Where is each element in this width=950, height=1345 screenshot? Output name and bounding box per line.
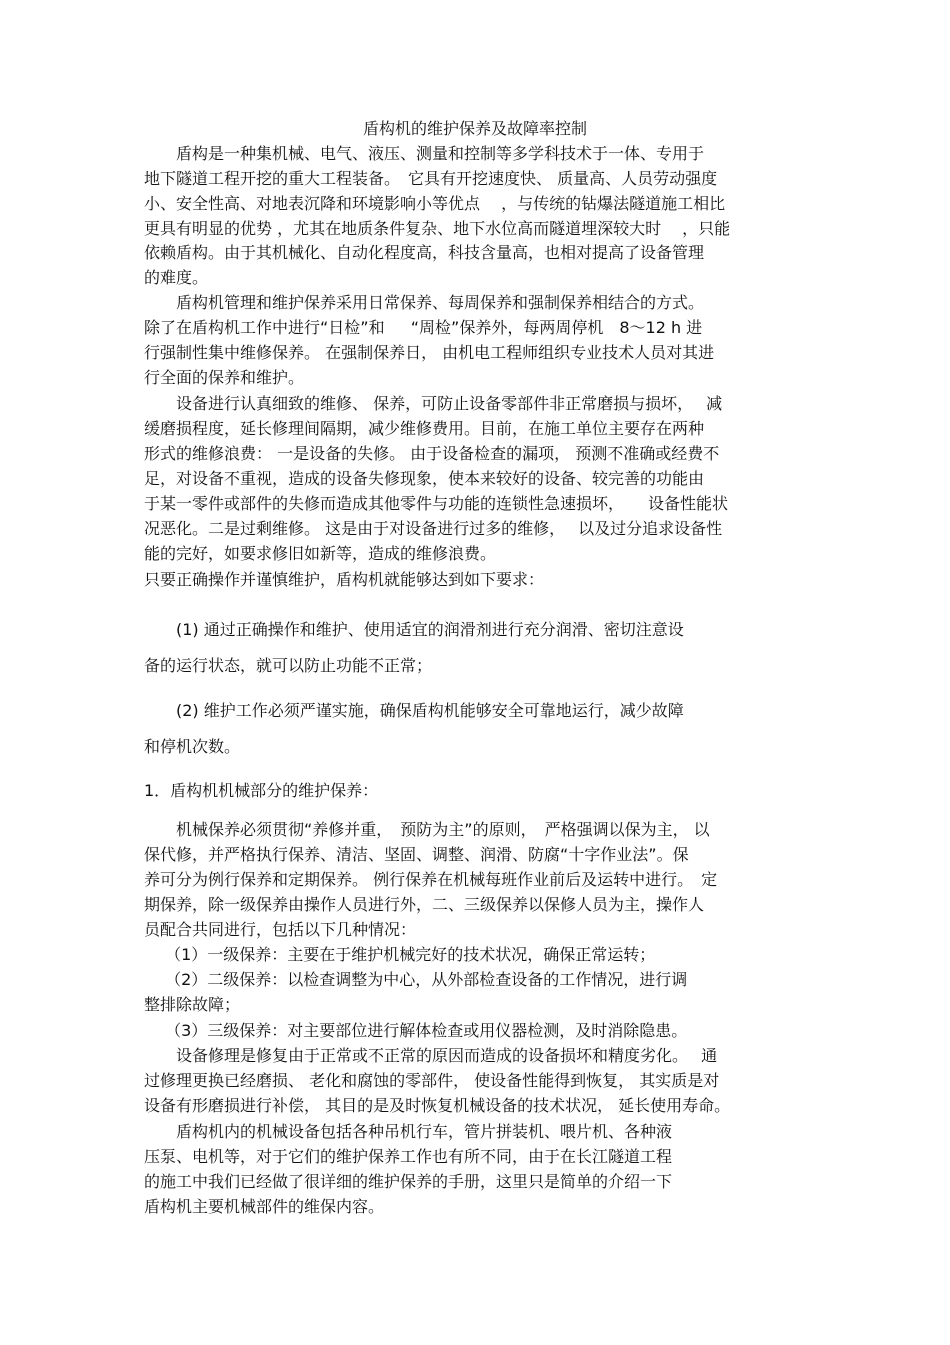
text-line: 保代修，并严格执行保养、清洁、坚固、调整、润滑、防腐“十字作业法”。保 — [144, 845, 689, 864]
text-line: 整排除故障； — [144, 995, 241, 1014]
text-line: 能的完好，如要求修旧如新等，造成的维修浪费。 — [144, 544, 497, 563]
text-line: 盾构是一种集机械、电气、液压、测量和控制等多学科技术于一体、专用于 — [144, 144, 705, 163]
text-line: 形式的维修浪费： 一是设备的失修。 由于设备检查的漏项， 预测不准确或经费不 — [144, 444, 720, 463]
list-item: （1）一级保养：主要在于维护机械完好的技术状况，确保正常运转； — [144, 945, 656, 964]
text-line: 员配合共同进行，包括以下几种情况： — [144, 920, 417, 939]
text-line: 和停机次数。 — [144, 737, 241, 756]
list-item: （3）三级保养：对主要部位进行解体检查或用仪器检测，及时消除隐患。 — [144, 1021, 688, 1040]
text-line: 盾构机管理和维护保养采用日常保养、每周保养和强制保养相结合的方式。 — [144, 293, 705, 312]
text-line: 行强制性集中维修保养。 在强制保养日， 由机电工程师组织专业技术人员对其进 — [144, 343, 715, 362]
text-line: 小、安全性高、对地表沉降和环境影响小等优点 ，与传统的钻爆法隧道施工相比 — [144, 194, 726, 213]
page-title: 盾构机的维护保养及故障率控制 — [362, 119, 587, 138]
text-line: 缓磨损程度，延长修理间隔期，减少维修费用。目前，在施工单位主要存在两种 — [144, 419, 705, 438]
text-line: 地下隧道工程开挖的重大工程装备。 它具有开挖速度快、 质量高、人员劳动强度 — [144, 169, 718, 188]
text-line: 过修理更换已经磨损、 老化和腐蚀的零部件， 使设备性能得到恢复， 其实质是对 — [144, 1071, 720, 1090]
text-line: 的难度。 — [144, 268, 209, 287]
text-line: 况恶化。二是过剩维修。 这是由于对设备进行过多的维修， 以及过分追求设备性 — [144, 519, 723, 538]
text-line: 压泵、电机等，对于它们的维护保养工作也有所不同，由于在长江隧道工程 — [144, 1147, 673, 1166]
list-item: (2) 维护工作必须严谨实施，确保盾构机能够安全可靠地运行，减少故障 — [144, 701, 684, 720]
text-line: 于某一零件或部件的失修而造成其他零件与功能的连锁性急速损坏， 设备性能状 — [144, 494, 729, 513]
text-line: 设备有形磨损进行补偿， 其目的是及时恢复机械设备的技术状况， 延长使用寿命。 — [144, 1096, 731, 1115]
section-heading: 1．盾构机机械部分的维护保养： — [144, 781, 379, 800]
text-line: 更具有明显的优势 ，尤其在地质条件复杂、地下水位高而隧道埋深较大时 ，只能 — [144, 219, 731, 238]
text-line: 盾构机主要机械部件的维保内容。 — [144, 1197, 385, 1216]
list-item: （2）二级保养：以检查调整为中心，从外部检查设备的工作情况，进行调 — [144, 970, 688, 989]
text-line: 除了在盾构机工作中进行“日检”和 “周检”保养外，每两周停机 8～12 h 进 — [144, 318, 703, 337]
text-line: 足，对设备不重视，造成的设备失修现象，使本来较好的设备、较完善的功能由 — [144, 469, 705, 488]
text-line: 设备修理是修复由于正常或不正常的原因而造成的设备损坏和精度劣化。 通 — [144, 1046, 718, 1065]
text-line: 期保养，除一级保养由操作人员进行外，二、三级保养以保修人员为主，操作人 — [144, 895, 705, 914]
list-item: (1) 通过正确操作和维护、使用适宜的润滑剂进行充分润滑、密切注意设 — [144, 620, 684, 639]
text-line: 设备进行认真细致的维修、 保养，可防止设备零部件非正常磨损与损坏， 减 — [144, 394, 723, 413]
text-line: 养可分为例行保养和定期保养。 例行保养在机械每班作业前后及运转中进行。 定 — [144, 870, 718, 889]
text-line: 行全面的保养和维护。 — [144, 368, 305, 387]
text-line: 只要正确操作并谨慎维护，盾构机就能够达到如下要求： — [144, 570, 545, 589]
text-line: 机械保养必须贯彻“养修并重， 预防为主”的原则， 严格强调以保为主， 以 — [144, 820, 710, 839]
text-line: 依赖盾构。由于其机械化、自动化程度高，科技含量高，也相对提高了设备管理 — [144, 243, 705, 262]
text-line: 盾构机内的机械设备包括各种吊机行车，管片拼装机、喂片机、各种液 — [144, 1122, 673, 1141]
text-line: 的施工中我们已经做了很详细的维护保养的手册，这里只是简单的介绍一下 — [144, 1172, 673, 1191]
text-line: 备的运行状态，就可以防止功能不正常； — [144, 656, 433, 675]
